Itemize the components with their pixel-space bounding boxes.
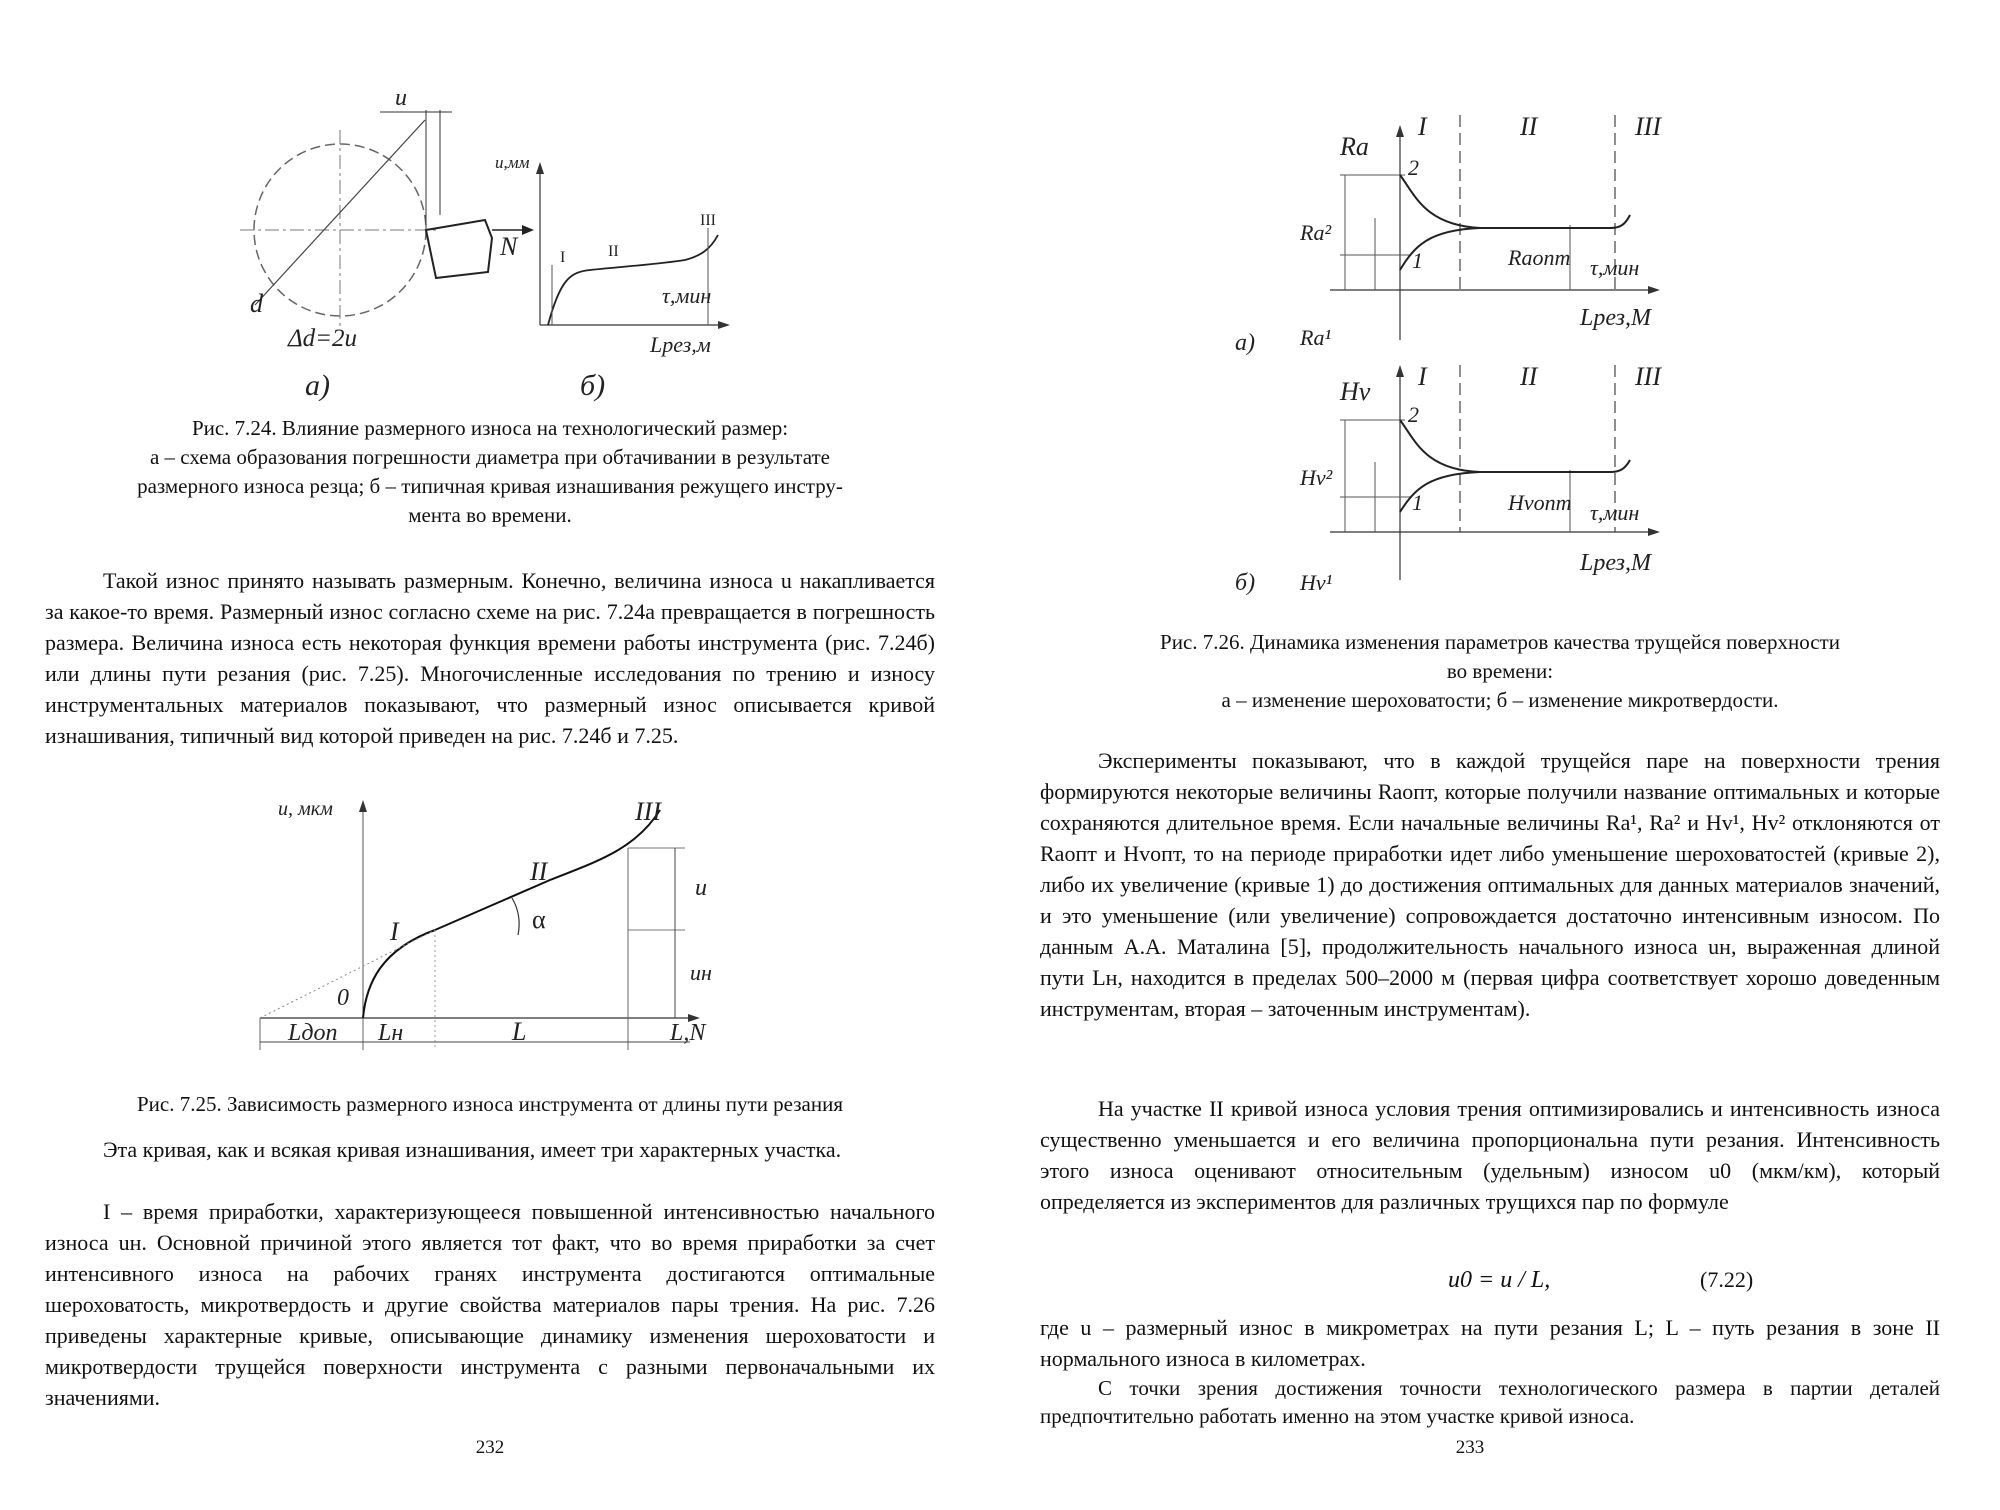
opt-line-a — [1480, 215, 1630, 228]
wear-curve — [548, 235, 718, 325]
axis-x-a-arrowhead — [1648, 286, 1660, 294]
cutter-shape — [426, 220, 492, 278]
L-H-label: Lн — [378, 1020, 404, 1046]
paragraph-right-2: На участке II кривой износа условия трения оптимизировались и интенсивность износа существенно уменьшается и его величина пропорциональна пути резания. Интенсивность этого износа оценивают относительным (удельным) износом u0 (мкм/км), который определяется из экспериментов для различных трущихся пар по формуле — [1040, 1096, 1940, 1214]
zone-I-a: I — [1418, 112, 1427, 141]
axis-x-arrowhead — [718, 321, 730, 329]
axis-y-arrowhead — [359, 800, 367, 812]
zone-II-label: II — [608, 243, 619, 260]
formula-number: (7.22) — [1700, 1267, 1754, 1292]
paragraph-right-4: С точки зрения достижения точности технологического размера в партии деталей предпочтительно работать именно на этом участке кривой износа. — [1040, 1376, 1940, 1428]
zone-II-a: II — [1520, 112, 1538, 141]
right-page — [1000, 0, 2000, 1510]
label-part-b: б) — [580, 369, 606, 402]
wear-curve — [363, 810, 660, 1018]
Ra-label: Ra — [1340, 132, 1369, 161]
tau-b-label: τ,мин — [1590, 500, 1640, 525]
curve-2-a — [1400, 175, 1480, 228]
zone-I-label: I — [390, 917, 399, 946]
Ra-opt-label: Raопт — [1508, 245, 1571, 270]
paragraph-left-1: Такой износ принято называть размерным. Конечно, величина износа u накапливается за какое-то время. Размерный износ согласно схеме на рис. 7.24а превращается в погрешность размера. Величина износа есть некоторая функция времени работы инструмента (рис. 7.24б) или длины пути резания (рис. 7.25). Многочисленные исследования по трению и износу инструментальных материалов показывают, что размерный износ описывается кривой изнашивания, типичный вид которой приведен на рис. 7.24б и 7.25. — [45, 568, 935, 748]
zone-III-b: III — [1635, 362, 1661, 391]
zone-I-label: I — [560, 249, 566, 266]
L-rez-b-label: Lрез,М — [1580, 550, 1652, 576]
paragraph-right-3: где u – размерный износ в микрометрах на пути резания L; L – путь резания в зоне II нормального износа в километрах. — [1040, 1315, 1940, 1371]
zone-III-a: III — [1635, 112, 1661, 141]
paragraph-left-2: Эта кривая, как и всякая кривая изнашивания, имеет три характерных участка. — [103, 1137, 842, 1162]
axis-y-arrowhead — [536, 162, 544, 174]
figure-7-24-diagram — [230, 85, 790, 410]
origin-label: 0 — [337, 985, 349, 1011]
tau-a-label: τ,мин — [1590, 255, 1640, 280]
caption-line: мента во времени. — [408, 503, 572, 527]
alpha-arc — [512, 898, 519, 935]
curve-2-label-b: 2 — [1408, 402, 1419, 427]
label-part-a: а) — [305, 369, 330, 402]
feed-arrowhead — [522, 225, 534, 235]
Hv-opt-label: Hvопт — [1508, 490, 1572, 515]
Ra1-label: Ra¹ — [1300, 325, 1332, 350]
label-u: u — [395, 85, 407, 111]
diameter-line — [255, 120, 425, 305]
Hv2-label: Hv² — [1300, 465, 1333, 490]
L-rez-a-label: Lрез,М — [1580, 305, 1652, 331]
zone-I-b: I — [1418, 362, 1427, 391]
part-b-label: б) — [1235, 570, 1256, 596]
L-label: L — [512, 1017, 527, 1046]
paragraph-left-3: I – время приработки, характеризующееся повышенной интенсивностью начального износа uн. Основной причиной этого является тот факт, что во время приработки за счет интенсивного износа на рабочих гранях инструмента достигаются оптимальные шероховатость, микротвердость и другие свойства материалов пары трения. На рис. 7.26 приведены характерные кривые, описывающие динамику изменения шероховатости и микротвердости трущейся поверхности инструмента с разными первоначальными их значениями. — [45, 1199, 935, 1410]
page-number-right: 233 — [1455, 1437, 1485, 1458]
caption-line: Рис. 7.26. Динамика изменения параметров качества трущейся поверхности — [1160, 630, 1840, 654]
label-delta-d: Δd=2u — [288, 325, 358, 352]
zone-III-label: III — [700, 212, 716, 229]
L-N-label: L,N — [670, 1020, 706, 1046]
figure-7-26 — [1235, 100, 1700, 610]
caption-7-24 — [40, 414, 940, 530]
dim-u-label: u — [695, 875, 707, 901]
caption-7-25: Рис. 7.25. Зависимость размерного износа инструмента от длины пути резания — [136, 1092, 844, 1116]
curve-1-label-a: 1 — [1412, 248, 1423, 273]
alpha-label: α — [532, 905, 546, 934]
formula-7-22 — [1000, 1255, 2000, 1315]
figure-7-26-diagram — [1235, 100, 1700, 610]
Ra2-label: Ra² — [1300, 220, 1332, 245]
axis-y-label: u,мм — [495, 153, 530, 172]
dim-uH-label: uн — [690, 960, 712, 985]
part-a-label: а) — [1235, 330, 1255, 356]
caption-7-26 — [1040, 628, 1960, 715]
curve-2-label-a: 2 — [1408, 155, 1419, 180]
figure-7-25 — [250, 790, 750, 1070]
zone-II-b: II — [1520, 362, 1538, 391]
label-N: N — [500, 232, 518, 261]
zone-II-label: II — [530, 857, 548, 886]
caption-line: Рис. 7.24. Влияние размерного износа на технологический размер: — [191, 416, 789, 440]
figure-7-24 — [230, 85, 790, 410]
axis-x-label: Lрез,м — [650, 332, 711, 357]
Hv-label: Hv — [1340, 377, 1371, 406]
opt-line-b — [1480, 460, 1630, 472]
axis-y-a-arrowhead — [1396, 125, 1404, 137]
L-dop-label: Lдоп — [288, 1020, 338, 1046]
label-d: d — [250, 289, 263, 318]
axis-tau-label: τ,мин — [662, 283, 712, 308]
figure-7-25-diagram — [250, 790, 750, 1070]
curve-2-b — [1400, 420, 1480, 472]
caption-line: размерного износа резца; б – типичная кривая изнашивания режущего инстру- — [137, 474, 843, 498]
caption-line: а – схема образования погрешности диаметра при обтачивании в результате — [149, 445, 831, 469]
axis-x-b-arrowhead — [1648, 528, 1660, 536]
Hv1-label: Hv¹ — [1300, 570, 1333, 595]
axis-y-label: u, мкм — [278, 798, 333, 820]
curve-1-label-b: 1 — [1412, 490, 1423, 515]
caption-line: во времени: — [1446, 659, 1554, 683]
zone-III-label: III — [635, 797, 661, 826]
paragraph-right-1: Эксперименты показывают, что в каждой трущейся паре на поверхности трения формируются некоторые величины Raопт, которые получили название оптимальных и которые сохраняются длительное время. Если начальные величины Ra¹, Ra² и Hv¹, Hv² отклоняются от Raопт и Hvопт, то на периоде приработки идет либо уменьшение шероховатостей (кривые 2), либо их увеличение (кривые 1) до достижения оптимальных для данных материалов значений, и это уменьшение (или увеличение) сопровождается достаточно интенсивным износом. По данным А.А. Маталина [5], продолжительность начального износа uн, выраженная длиной пути Lн, находится в пределах 500–2000 м (первая цифра соответствует хорошо доведенным инструментам, вторая – заточенным инструментам). — [1040, 748, 1940, 1021]
caption-line: а – изменение шероховатости; б – изменение микротвердости. — [1221, 688, 1779, 712]
axis-y-b-arrowhead — [1396, 365, 1404, 377]
page-number-left: 232 — [475, 1437, 505, 1458]
formula-expression: u0 = u / L, — [1448, 1267, 1551, 1293]
